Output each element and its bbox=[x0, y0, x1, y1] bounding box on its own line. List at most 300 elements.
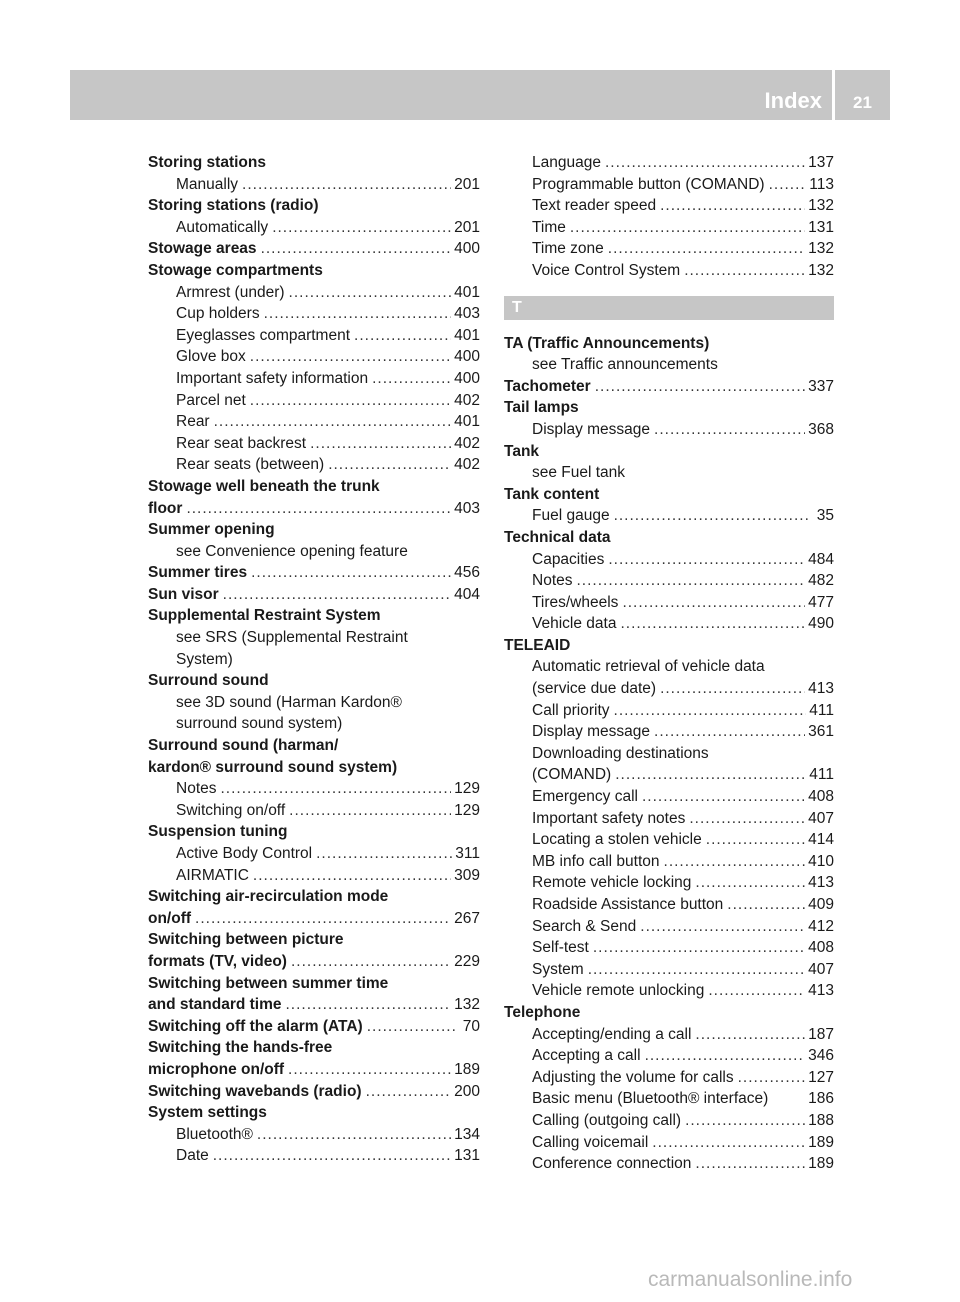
index-entry-heading bbox=[504, 1002, 834, 1024]
index-entry bbox=[148, 390, 480, 412]
index-entry-heading bbox=[148, 498, 480, 520]
index-entry bbox=[504, 152, 834, 174]
index-entry-label: Tank bbox=[504, 442, 540, 460]
index-entry-page: 361 bbox=[808, 723, 834, 741]
index-entry-page: 403 bbox=[454, 305, 480, 323]
index-entry bbox=[504, 419, 834, 441]
index-entry-label: Date bbox=[176, 1147, 209, 1165]
index-entry-label: Notes bbox=[176, 780, 217, 798]
dot-leader bbox=[706, 829, 805, 851]
index-entry-label: floor bbox=[148, 499, 183, 517]
index-entry-heading bbox=[504, 635, 834, 657]
index-entry-label: Summer tires bbox=[148, 564, 248, 582]
index-entry-label: see Convenience opening feature bbox=[176, 542, 408, 560]
index-entry-label: Rear bbox=[176, 413, 210, 431]
index-entry-page: 409 bbox=[808, 896, 834, 913]
index-entry-label: Roadside Assistance button bbox=[532, 896, 724, 913]
index-entry-label: Voice Control System bbox=[532, 261, 681, 279]
index-entry bbox=[504, 959, 834, 981]
index-entry-label: Tires/wheels bbox=[532, 593, 619, 611]
dot-leader bbox=[289, 282, 452, 304]
index-entry-label: formats (TV, video) bbox=[148, 952, 287, 970]
index-entry-label: Glove box bbox=[176, 348, 246, 366]
watermark: carmanualsonline.info bbox=[648, 1268, 853, 1291]
index-entry-page: 131 bbox=[808, 218, 834, 236]
index-entry-page: 414 bbox=[808, 831, 834, 849]
index-entry-heading bbox=[148, 821, 480, 843]
dot-leader bbox=[250, 390, 451, 412]
dot-leader bbox=[595, 376, 805, 398]
index-entry-label: Stowage well beneath the trunk bbox=[148, 477, 380, 495]
index-entry-heading bbox=[148, 908, 480, 930]
index-entry-label: AIRMATIC bbox=[176, 866, 249, 884]
dot-leader bbox=[367, 1016, 455, 1038]
index-entry-page: 368 bbox=[808, 420, 834, 438]
index-entry-label: Surround sound (harman/ bbox=[148, 737, 339, 755]
index-right-top-list bbox=[504, 152, 834, 282]
index-entry-label: Self-test bbox=[532, 939, 589, 957]
index-entry bbox=[148, 368, 480, 390]
dot-leader bbox=[608, 238, 805, 260]
index-entry bbox=[504, 1110, 834, 1132]
index-entry bbox=[504, 613, 834, 635]
index-entry-page: 132 bbox=[454, 996, 480, 1014]
index-entry-heading bbox=[148, 929, 480, 951]
index-entry-label: Rear seats (between) bbox=[176, 456, 325, 474]
index-entry-label: Switching off the alarm (ATA) bbox=[148, 1017, 363, 1035]
index-entry-page: 401 bbox=[454, 326, 480, 344]
index-entry bbox=[504, 195, 834, 217]
index-entry-page: 309 bbox=[454, 866, 480, 884]
dot-leader bbox=[640, 916, 805, 938]
index-entry-label: Locating a stolen vehicle bbox=[532, 831, 702, 849]
dot-leader bbox=[366, 1081, 452, 1103]
index-entry bbox=[504, 217, 834, 239]
dot-leader bbox=[310, 433, 451, 455]
index-entry-page: 129 bbox=[454, 780, 480, 798]
index-entry-label: Programmable button (COMAND) bbox=[532, 175, 765, 193]
index-entry-page: 129 bbox=[454, 801, 480, 819]
index-entry-label: Emergency call bbox=[532, 788, 638, 806]
index-entry-label: System bbox=[532, 960, 584, 978]
index-entry-label: System) bbox=[176, 650, 233, 668]
index-entry bbox=[148, 778, 480, 800]
index-entry-page: 408 bbox=[808, 939, 834, 957]
index-entry-heading bbox=[148, 605, 480, 627]
index-entry-label: Downloading destinations bbox=[532, 744, 709, 762]
index-entry-label: Display message bbox=[532, 723, 651, 741]
dot-leader bbox=[372, 368, 451, 390]
dot-leader bbox=[242, 174, 451, 196]
dot-leader bbox=[223, 584, 451, 606]
index-entry bbox=[504, 505, 834, 527]
index-entry bbox=[148, 174, 480, 196]
dot-leader bbox=[660, 678, 805, 700]
index-entry-label: Active Body Control bbox=[176, 845, 313, 862]
index-entry-label: Eyeglasses compartment bbox=[176, 326, 351, 344]
index-entry-page: 229 bbox=[454, 952, 480, 970]
index-entry-label: Summer opening bbox=[148, 521, 275, 539]
dot-leader bbox=[727, 894, 805, 916]
index-entry-label: Stowage compartments bbox=[148, 261, 323, 279]
dot-leader bbox=[615, 764, 806, 786]
dot-leader bbox=[221, 778, 452, 800]
dot-leader bbox=[577, 570, 806, 592]
index-entry-page: 189 bbox=[808, 1155, 834, 1173]
index-right-bottom-list bbox=[504, 333, 834, 1175]
index-entry bbox=[504, 1067, 834, 1089]
dot-leader bbox=[654, 419, 805, 441]
dot-leader bbox=[272, 217, 451, 239]
index-entry bbox=[504, 260, 834, 282]
index-entry-heading bbox=[148, 584, 480, 606]
index-entry-label: see SRS (Supplemental Restraint bbox=[176, 629, 408, 647]
index-entry-page: 456 bbox=[454, 564, 480, 582]
index-entry-heading bbox=[148, 1037, 480, 1059]
index-entry-label: see Traffic announcements bbox=[532, 356, 718, 374]
index-entry-page: 337 bbox=[808, 377, 834, 395]
dot-leader bbox=[769, 174, 807, 196]
index-entry-heading bbox=[504, 441, 834, 463]
index-entry-heading bbox=[148, 562, 480, 584]
index-entry bbox=[504, 1153, 834, 1175]
dot-leader bbox=[316, 843, 452, 865]
index-entry-label: Important safety notes bbox=[532, 809, 686, 827]
index-entry bbox=[148, 1145, 480, 1167]
index-entry-label: Technical data bbox=[504, 528, 611, 546]
index-entry-heading bbox=[148, 951, 480, 973]
index-entry-label: surround sound system) bbox=[176, 715, 343, 733]
dot-leader bbox=[614, 505, 809, 527]
dot-leader bbox=[708, 980, 805, 1002]
dot-leader bbox=[620, 613, 805, 635]
dot-leader bbox=[328, 454, 451, 476]
index-entry-heading bbox=[504, 484, 834, 506]
section-letter-header: T bbox=[504, 296, 834, 320]
index-entry bbox=[504, 829, 834, 851]
index-entry bbox=[148, 325, 480, 347]
dot-leader bbox=[652, 1132, 805, 1154]
index-entry bbox=[504, 872, 834, 894]
index-entry-label: TELEAID bbox=[504, 636, 571, 654]
index-entry-label: Parcel net bbox=[176, 391, 246, 409]
index-entry-page: 267 bbox=[454, 909, 480, 927]
index-entry-label: Language bbox=[532, 154, 601, 171]
index-entry-page: 490 bbox=[808, 615, 834, 633]
index-entry-page: 412 bbox=[808, 917, 834, 935]
index-entry-page: 407 bbox=[808, 960, 834, 978]
index-entry-label: Storing stations (radio) bbox=[148, 197, 319, 215]
index-entry bbox=[504, 700, 834, 722]
index-entry-label: Switching between picture bbox=[148, 931, 344, 949]
index-entry bbox=[148, 282, 480, 304]
index-entry-page: 186 bbox=[808, 1090, 834, 1108]
index-entry-label: Accepting/ending a call bbox=[532, 1025, 692, 1043]
index-entry bbox=[148, 411, 480, 433]
index-entry-label: Switching wavebands (radio) bbox=[148, 1082, 362, 1100]
index-entry-page: 482 bbox=[808, 572, 834, 590]
dot-leader bbox=[213, 1145, 451, 1167]
index-entry-label: see Fuel tank bbox=[532, 464, 626, 482]
index-entry-label: Search & Send bbox=[532, 917, 637, 935]
index-entry-page: 201 bbox=[454, 175, 480, 193]
index-entry bbox=[504, 1088, 834, 1110]
index-entry bbox=[504, 808, 834, 830]
dot-leader bbox=[689, 808, 805, 830]
index-entry-label: Tachometer bbox=[504, 377, 591, 395]
index-entry-page: 403 bbox=[454, 499, 480, 517]
dot-leader bbox=[214, 411, 452, 433]
index-column-right bbox=[504, 152, 834, 1175]
index-entry-page: 401 bbox=[454, 413, 480, 431]
dot-leader bbox=[286, 994, 452, 1016]
index-entry-label: Switching air-recirculation mode bbox=[148, 888, 389, 906]
index-entry-page: 413 bbox=[808, 874, 834, 892]
index-entry-label: Cup holders bbox=[176, 305, 260, 323]
index-entry-label: kardon® surround sound system) bbox=[148, 758, 398, 776]
index-entry-page: 189 bbox=[808, 1133, 834, 1151]
index-entry-label: see 3D sound (Harman Kardon® bbox=[176, 693, 402, 711]
index-entry bbox=[504, 1024, 834, 1046]
index-entry-heading bbox=[148, 973, 480, 995]
index-entry bbox=[148, 541, 480, 563]
dot-leader bbox=[695, 1153, 805, 1175]
dot-leader bbox=[608, 549, 805, 571]
index-entry bbox=[504, 764, 834, 786]
index-entry-heading bbox=[148, 260, 480, 282]
index-entry-label: Important safety information bbox=[176, 369, 369, 387]
index-entry-label: MB info call button bbox=[532, 852, 660, 870]
dot-leader bbox=[195, 908, 451, 930]
index-entry bbox=[504, 743, 834, 765]
index-entry-label: Stowage areas bbox=[148, 240, 257, 258]
index-entry-heading bbox=[148, 994, 480, 1016]
dot-leader bbox=[354, 325, 451, 347]
index-entry-label: Rear seat backrest bbox=[176, 434, 307, 452]
index-entry-label: Manually bbox=[176, 175, 239, 193]
index-entry-label: Display message bbox=[532, 420, 651, 438]
index-entry-label: Calling voicemail bbox=[532, 1133, 649, 1151]
index-entry-label: Accepting a call bbox=[532, 1047, 641, 1065]
index-entry bbox=[504, 354, 834, 376]
index-entry-heading bbox=[148, 757, 480, 779]
index-entry bbox=[148, 865, 480, 887]
dot-leader bbox=[593, 937, 805, 959]
index-entry bbox=[504, 174, 834, 196]
index-entry-heading bbox=[148, 735, 480, 757]
dot-leader bbox=[588, 959, 805, 981]
index-entry-page: 127 bbox=[808, 1068, 834, 1086]
index-entry bbox=[148, 433, 480, 455]
index-entry bbox=[148, 346, 480, 368]
index-entry bbox=[504, 1132, 834, 1154]
index-entry-label: (COMAND) bbox=[532, 766, 612, 784]
index-entry bbox=[148, 217, 480, 239]
index-entry-page: 411 bbox=[809, 701, 834, 719]
index-entry-page: 132 bbox=[808, 240, 834, 258]
index-entry-heading bbox=[148, 1081, 480, 1103]
index-entry-heading bbox=[148, 238, 480, 260]
dot-leader bbox=[264, 303, 452, 325]
index-entry-heading bbox=[504, 527, 834, 549]
index-entry bbox=[504, 721, 834, 743]
index-entry bbox=[504, 549, 834, 571]
index-entry-page: 400 bbox=[454, 348, 480, 366]
index-entry-label: Basic menu (Bluetooth® interface) bbox=[532, 1090, 769, 1108]
index-entry bbox=[504, 570, 834, 592]
index-entry-label: Supplemental Restraint System bbox=[148, 607, 381, 625]
index-entry-label: microphone on/off bbox=[148, 1060, 285, 1078]
index-entry-heading bbox=[148, 1016, 480, 1038]
index-entry-label: Tank content bbox=[504, 485, 600, 503]
index-entry bbox=[148, 843, 480, 865]
dot-leader bbox=[664, 851, 806, 873]
index-entry-page: 189 bbox=[454, 1060, 480, 1078]
index-entry bbox=[148, 713, 480, 735]
index-entry-label: Notes bbox=[532, 572, 573, 590]
index-entry-page: 413 bbox=[808, 982, 834, 1000]
index-entry bbox=[148, 454, 480, 476]
index-entry-heading bbox=[504, 333, 834, 355]
index-entry-heading bbox=[148, 195, 480, 217]
index-entry-heading bbox=[148, 152, 480, 174]
dot-leader bbox=[250, 346, 451, 368]
dot-leader bbox=[622, 592, 805, 614]
dot-leader bbox=[291, 951, 451, 973]
index-entry-label: Switching between summer time bbox=[148, 974, 389, 992]
index-entry-label: Calling (outgoing call) bbox=[532, 1111, 682, 1129]
dot-leader bbox=[614, 700, 807, 722]
index-entry-label: Time zone bbox=[532, 240, 604, 258]
dot-leader bbox=[738, 1067, 806, 1089]
index-entry bbox=[504, 592, 834, 614]
dot-leader bbox=[261, 238, 452, 260]
index-entry bbox=[148, 627, 480, 649]
index-entry-page: 411 bbox=[809, 766, 834, 784]
index-entry bbox=[504, 678, 834, 700]
index-entry-label: Switching on/off bbox=[176, 801, 286, 819]
index-entry-label: Telephone bbox=[504, 1003, 581, 1021]
index-entry-label: Remote vehicle locking bbox=[532, 874, 692, 892]
dot-leader bbox=[186, 498, 451, 520]
index-entry-page: 484 bbox=[808, 550, 834, 568]
index-entry-page: 404 bbox=[454, 585, 480, 603]
index-entry-label: Armrest (under) bbox=[176, 283, 285, 301]
dot-leader bbox=[654, 721, 805, 743]
dot-leader bbox=[645, 1045, 806, 1067]
dot-leader bbox=[695, 872, 805, 894]
index-entry-page: 132 bbox=[808, 261, 834, 279]
index-entry bbox=[504, 937, 834, 959]
index-entry-label: Capacities bbox=[532, 550, 605, 568]
index-entry-label: Time bbox=[532, 218, 566, 236]
index-entry-heading bbox=[148, 1059, 480, 1081]
dot-leader bbox=[684, 260, 805, 282]
index-entry bbox=[504, 656, 834, 678]
index-entry-page: 188 bbox=[808, 1111, 834, 1129]
index-entry-page: 402 bbox=[454, 434, 480, 452]
dot-leader bbox=[288, 1059, 451, 1081]
index-entry bbox=[504, 1045, 834, 1067]
dot-leader bbox=[257, 1124, 451, 1146]
index-entry-heading bbox=[148, 670, 480, 692]
index-entry-label: Surround sound bbox=[148, 672, 269, 690]
index-entry bbox=[504, 851, 834, 873]
index-entry-page: 410 bbox=[808, 852, 834, 870]
index-entry-page: 400 bbox=[454, 369, 480, 387]
index-entry-label: Bluetooth® bbox=[176, 1125, 253, 1143]
index-entry-heading bbox=[504, 397, 834, 419]
index-entry-page: 401 bbox=[454, 283, 480, 301]
index-entry bbox=[504, 238, 834, 260]
index-entry-page: 132 bbox=[808, 197, 834, 215]
index-entry-label: Storing stations bbox=[148, 154, 266, 171]
index-entry-page: 201 bbox=[454, 218, 480, 236]
index-entry-page: 311 bbox=[455, 845, 480, 862]
index-entry-label: Sun visor bbox=[148, 585, 219, 603]
index-entry-label: System settings bbox=[148, 1104, 267, 1122]
index-entry bbox=[504, 786, 834, 808]
index-column-left bbox=[148, 152, 480, 1167]
index-entry-page: 137 bbox=[808, 154, 834, 171]
index-entry-label: Automatic retrieval of vehicle data bbox=[532, 658, 765, 676]
index-entry-label: and standard time bbox=[148, 996, 282, 1014]
index-entry bbox=[148, 303, 480, 325]
index-entry-page: 131 bbox=[454, 1147, 480, 1165]
index-entry-label: Vehicle data bbox=[532, 615, 617, 633]
index-entry-page: 134 bbox=[454, 1125, 480, 1143]
page-number: 21 bbox=[853, 93, 872, 112]
index-entry-heading bbox=[148, 519, 480, 541]
index-entry-page: 408 bbox=[808, 788, 834, 806]
index-entry-page: 187 bbox=[808, 1025, 834, 1043]
index-entry bbox=[148, 649, 480, 671]
index-entry-label: Suspension tuning bbox=[148, 823, 288, 841]
index-entry-label: (service due date) bbox=[532, 680, 657, 698]
index-entry bbox=[504, 894, 834, 916]
dot-leader bbox=[685, 1110, 805, 1132]
index-entry-page: 70 bbox=[462, 1017, 480, 1035]
dot-leader bbox=[570, 217, 805, 239]
index-entry-label: TA (Traffic Announcements) bbox=[504, 334, 710, 352]
index-entry-page: 477 bbox=[808, 593, 834, 611]
index-entry-page: 402 bbox=[454, 391, 480, 409]
index-entry-label: Switching the hands-free bbox=[148, 1039, 333, 1057]
dot-leader bbox=[251, 562, 451, 584]
index-entry bbox=[148, 692, 480, 714]
dot-leader bbox=[605, 152, 805, 174]
index-entry-label: Text reader speed bbox=[532, 197, 657, 215]
index-entry-heading bbox=[504, 376, 834, 398]
index-entry-page: 346 bbox=[808, 1047, 834, 1065]
index-entry-heading bbox=[148, 1102, 480, 1124]
index-entry-label: Conference connection bbox=[532, 1155, 692, 1173]
dot-leader bbox=[695, 1024, 805, 1046]
index-entry-heading bbox=[148, 476, 480, 498]
index-entry-page: 200 bbox=[454, 1082, 480, 1100]
index-entry-label: Fuel gauge bbox=[532, 507, 610, 525]
index-entry-heading bbox=[148, 886, 480, 908]
index-entry-page: 400 bbox=[454, 240, 480, 258]
index-entry-label: Automatically bbox=[176, 218, 269, 236]
index-entry-label: Call priority bbox=[532, 701, 610, 719]
index-entry-page: 35 bbox=[816, 507, 834, 525]
index-entry bbox=[504, 980, 834, 1002]
index-entry-page: 402 bbox=[454, 456, 480, 474]
dot-leader bbox=[642, 786, 805, 808]
index-entry-page: 407 bbox=[808, 809, 834, 827]
index-entry-label: Adjusting the volume for calls bbox=[532, 1068, 734, 1086]
